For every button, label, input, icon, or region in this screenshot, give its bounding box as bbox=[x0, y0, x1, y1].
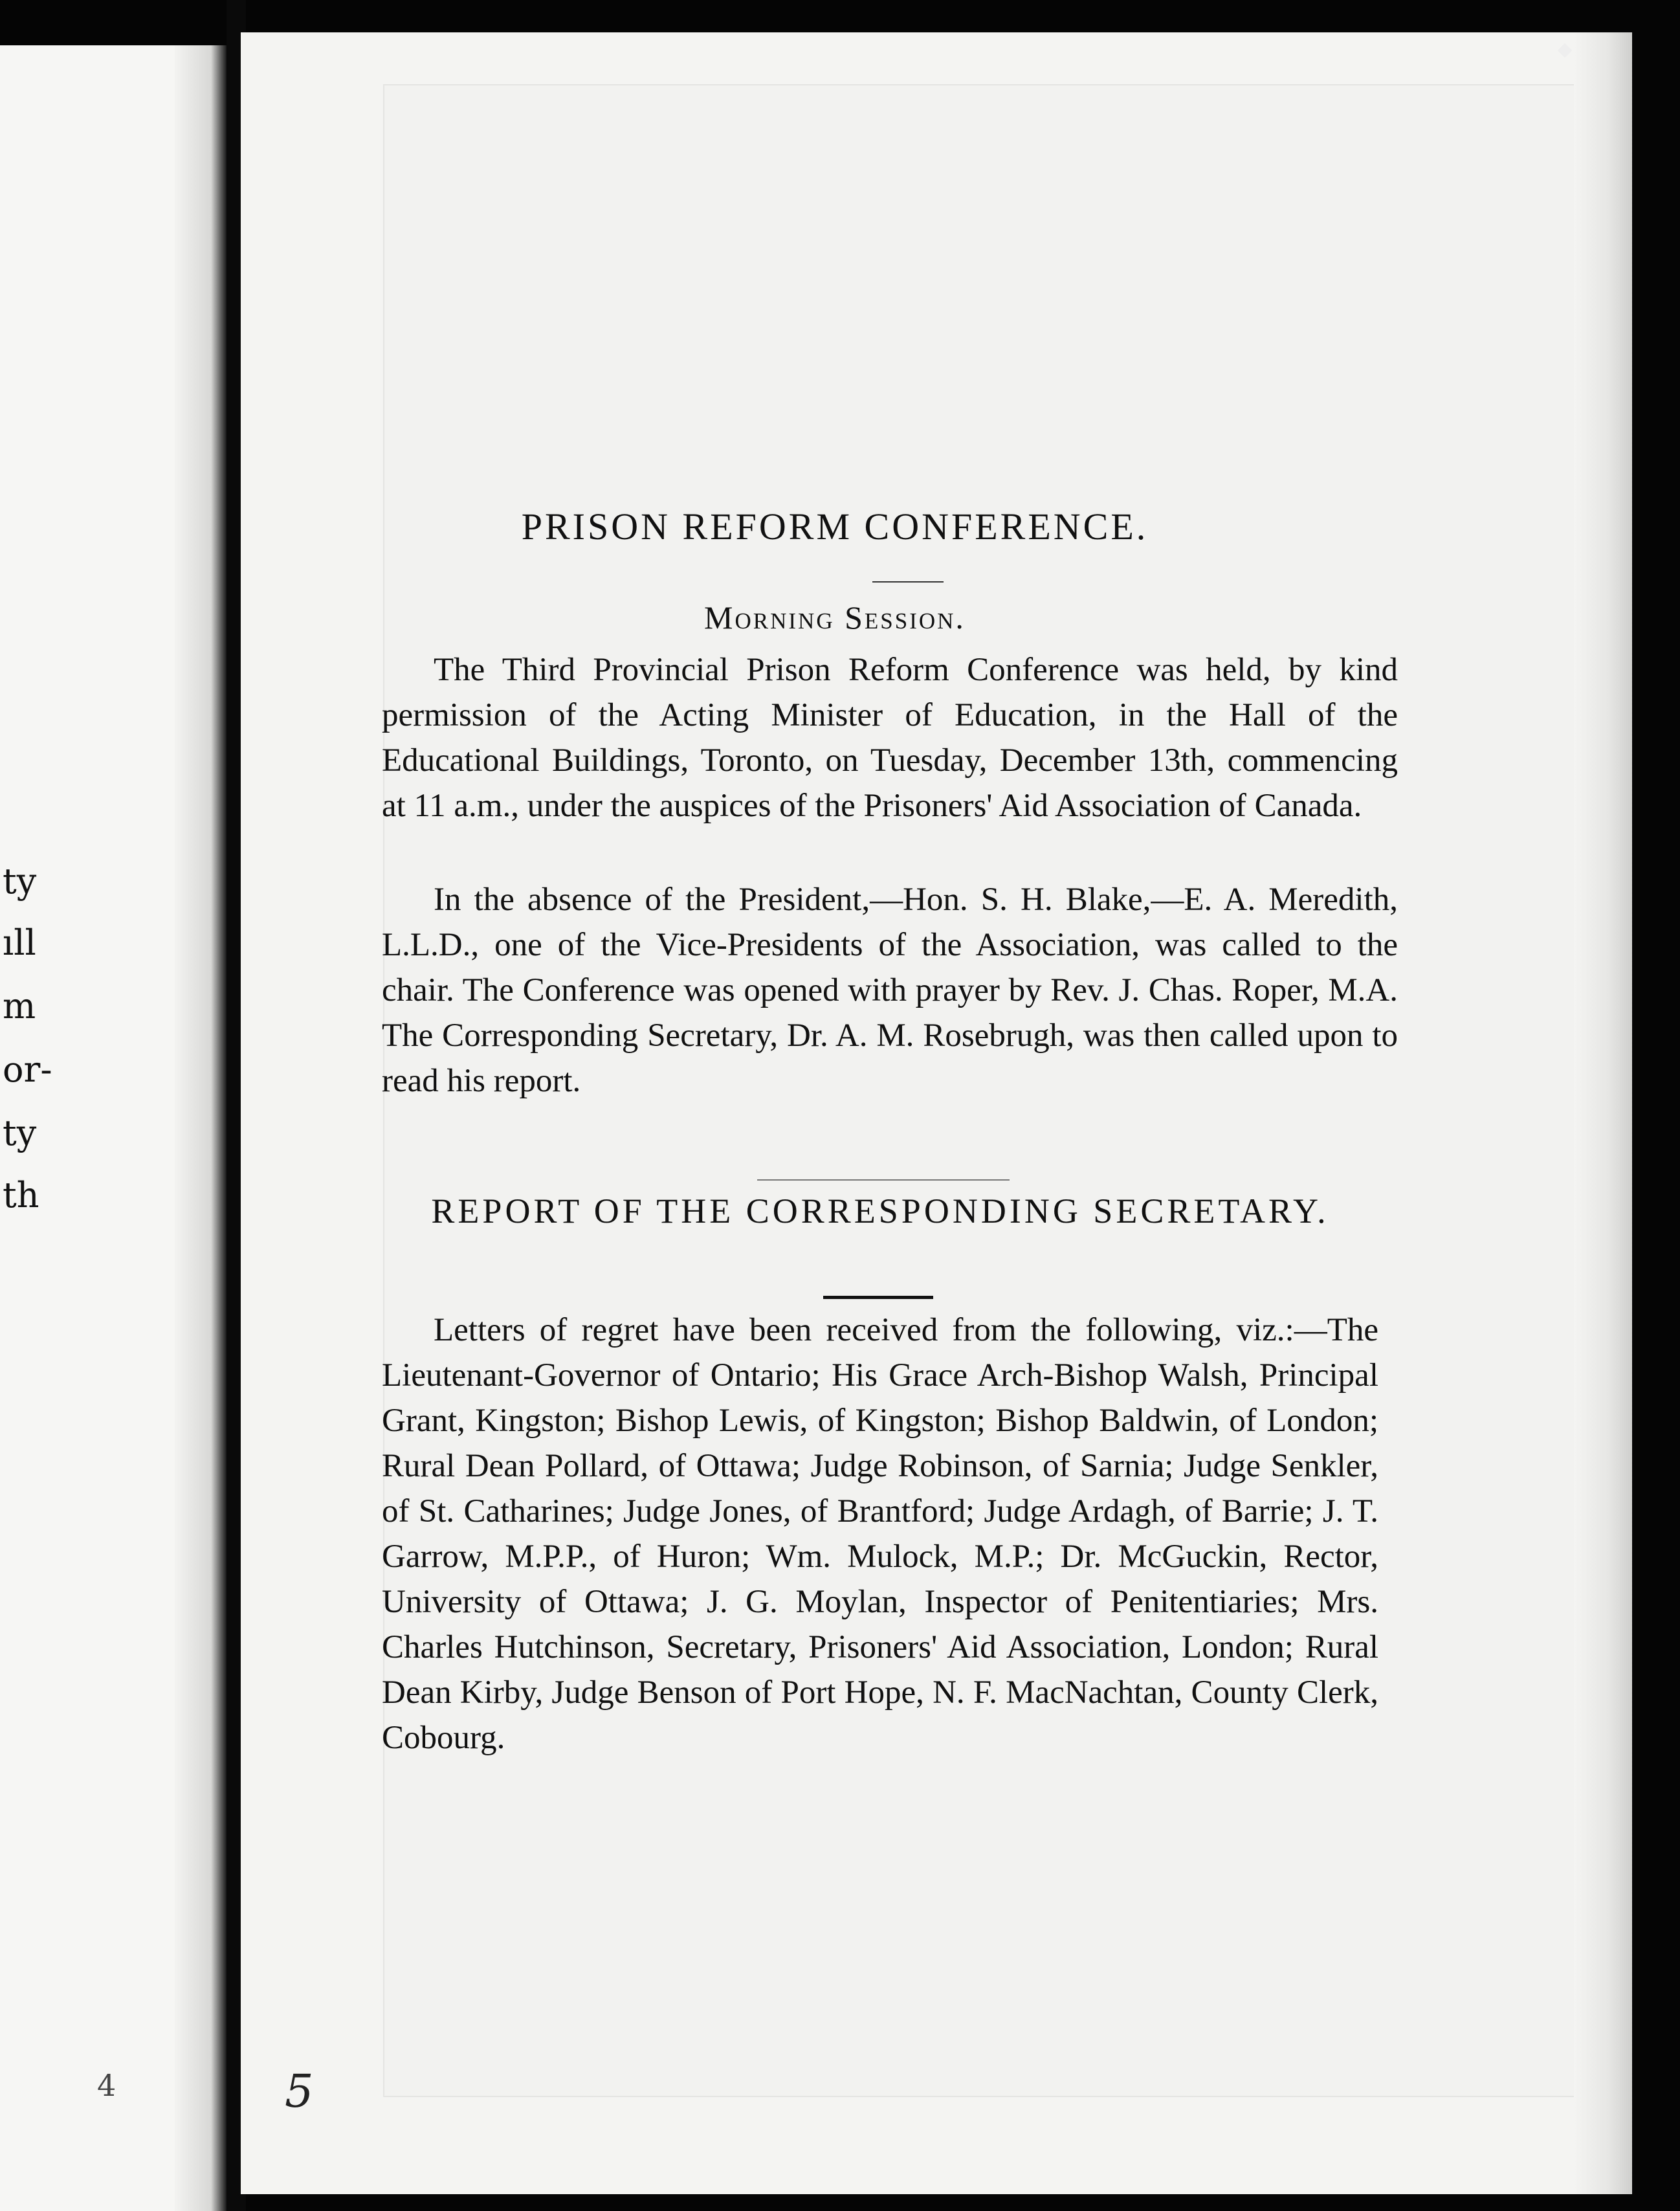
paragraph-text: The Third Provincial Prison Reform Conference was held, by kind permission of the Acting Minister of Education, in the Hall of the Educational Buildings, Toronto, on Tuesday, December 13th, commencing at 11 a.m., under the auspices of the Prisoners' Aid Association of Canada. bbox=[382, 652, 1398, 824]
paragraph-chair bbox=[382, 877, 1398, 1104]
paragraph-conference-intro bbox=[382, 647, 1398, 828]
page-number: 5 bbox=[285, 2065, 314, 2118]
page-title: PRISON REFORM CONFERENCE. bbox=[521, 506, 1149, 548]
session-heading: Morning Session. bbox=[704, 599, 966, 636]
section-divider bbox=[757, 1179, 1010, 1181]
left-line-fragment: m bbox=[3, 986, 36, 1027]
paragraph-text: In the absence of the President,—Hon. S. H. Blake,—E. A. Meredith, L.L.D., one of the Vice-Presidents of the Association, was called to the chair. The Conference was opened with prayer by Rev. J. Chas. Roper, M.A. The Corresponding Secretary, Dr. A. M. Rosebrugh, was then called upon to read his report. bbox=[382, 882, 1398, 1099]
left-page-edge bbox=[175, 45, 227, 2211]
left-page-number: 4 bbox=[97, 2068, 116, 2103]
left-line-fragment: ıll bbox=[3, 922, 36, 963]
page-edge-shadow bbox=[1574, 32, 1632, 2194]
title-rule bbox=[872, 581, 944, 583]
left-line-fragment: th bbox=[3, 1175, 39, 1216]
main-page bbox=[241, 32, 1632, 2194]
left-line-fragment: ty bbox=[3, 861, 37, 902]
paragraph-letters-of-regret bbox=[382, 1307, 1378, 1761]
report-heading-rule bbox=[823, 1296, 933, 1299]
report-heading: REPORT OF THE CORRESPONDING SECRETARY. bbox=[431, 1192, 1329, 1230]
left-line-fragment: or- bbox=[3, 1049, 52, 1090]
paragraph-text: Letters of regret have been received from the following, viz.:—The Lieutenant-Governor of Ontario; His Grace Arch-Bishop Walsh, Principal Grant, Kingston; Bishop Lewis, of Kingston; Bishop Baldwin, of London; Rural Dean Pollard, of Ottawa; Judge Robinson, of Sarnia; Judge Senkler, of St. Catharines; Judge Jones, of Brantford; Judge Ardagh, of Barrie; J. T. Garrow, M.P.P., of Huron; Wm. Mulock, M.P.; Dr. McGuckin, Rector, University of Ottawa; J. G. Moylan, Inspector of Penitentiaries; Mrs. Charles Hutchinson, Secretary, Prisoners' Aid Association, London; Rural Dean Kirby, Judge Benson of Port Hope, N. F. MacNachtan, County Clerk, Cobourg. bbox=[382, 1312, 1378, 1756]
left-line-fragment: ty bbox=[3, 1113, 37, 1153]
